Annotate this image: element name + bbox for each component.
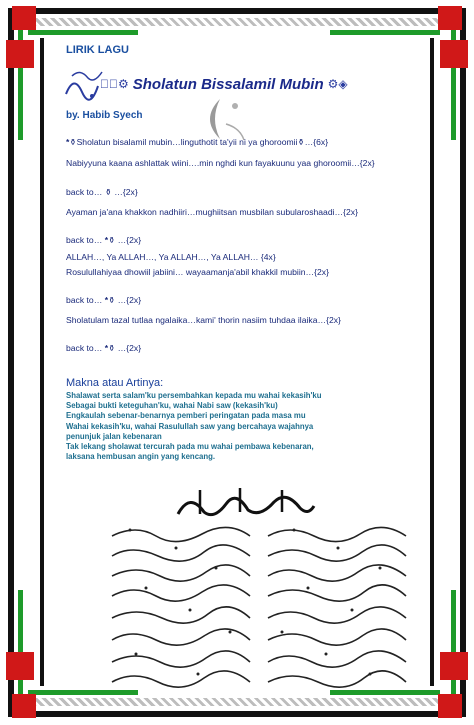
ornament-right-icon: ⚙◈ <box>327 77 348 91</box>
makna-heading: Makna atau Artinya: <box>66 377 164 389</box>
lyric-line: Sholatulam tazal tutlaa ngalaika…kami' thorin nasiim tuhdaa ilaika…{2x} <box>66 315 341 325</box>
lamp-icon: ⚱ <box>108 295 116 305</box>
arabic-verse-left <box>106 522 256 692</box>
title-row <box>100 72 390 96</box>
lamp-icon: ⚱ <box>108 235 116 245</box>
page-title: Sholatun Bissalamil Mubin <box>132 75 324 93</box>
lyric-line: back to… *⚱ …{2x} <box>66 235 142 245</box>
lyric-line: *⚱Sholatun bisalamil mubin…linguthotit ta'yii ni ya ghoroomii⚱…{6x} <box>66 137 329 147</box>
lamp-icon: ⚱ <box>108 343 116 353</box>
lyric-line: Rosulullahiyaa dhowiil jabiini… wayaamanja'abil khakkil mubiin…{2x} <box>66 267 329 277</box>
lyric-line: ALLAH…, Ya ALLAH…, Ya ALLAH…, Ya ALLAH… {4x} <box>66 252 276 262</box>
ornament-left-icon: ◈⃝⚙ <box>100 77 129 91</box>
lyric-line: Nabiyyuna kaana ashlattak wiini….min nghdi kun fayakuunu yaa ghoroomii…{2x} <box>66 158 375 168</box>
arabic-title-calligraphy <box>170 484 320 524</box>
lamp-icon: ⚱ <box>69 137 77 147</box>
lamp-icon: ⚱ <box>104 187 112 197</box>
lamp-icon: ⚱ <box>297 137 305 147</box>
lyric-line: back to… *⚱ …{2x} <box>66 343 142 353</box>
lyric-line: Ayaman ja'ana khakkon nadhiiri…mughiitsan musbilan subularoshaadi…{2x} <box>66 207 358 217</box>
lyric-line: back to… *⚱ …{2x} <box>66 295 142 305</box>
lirik-label: LIRIK LAGU <box>66 44 129 56</box>
lyric-line: back to… ⚱ …{2x} <box>66 187 138 197</box>
arabic-verse-right <box>262 522 412 692</box>
makna-text: Shalawat serta salam'ku persembahkan kepada mu wahai kekasih'ku Sebagai bukti keteguhan'ku, wahai Nabi saw (kekasih'ku) Engkaulah sebenar-benarnya pemberi peringatan pada masa mu Wahai kekasih'ku, wahai Rasulullah saw yang bercahaya wajahnya penunjuk jalan kebenaran Tak lekang sholawat tercurah pada mu wahai pembawa kebenaran, laksana hembusan angin yang kencang. <box>66 391 322 462</box>
author-line: by. Habib Syech <box>66 110 143 121</box>
